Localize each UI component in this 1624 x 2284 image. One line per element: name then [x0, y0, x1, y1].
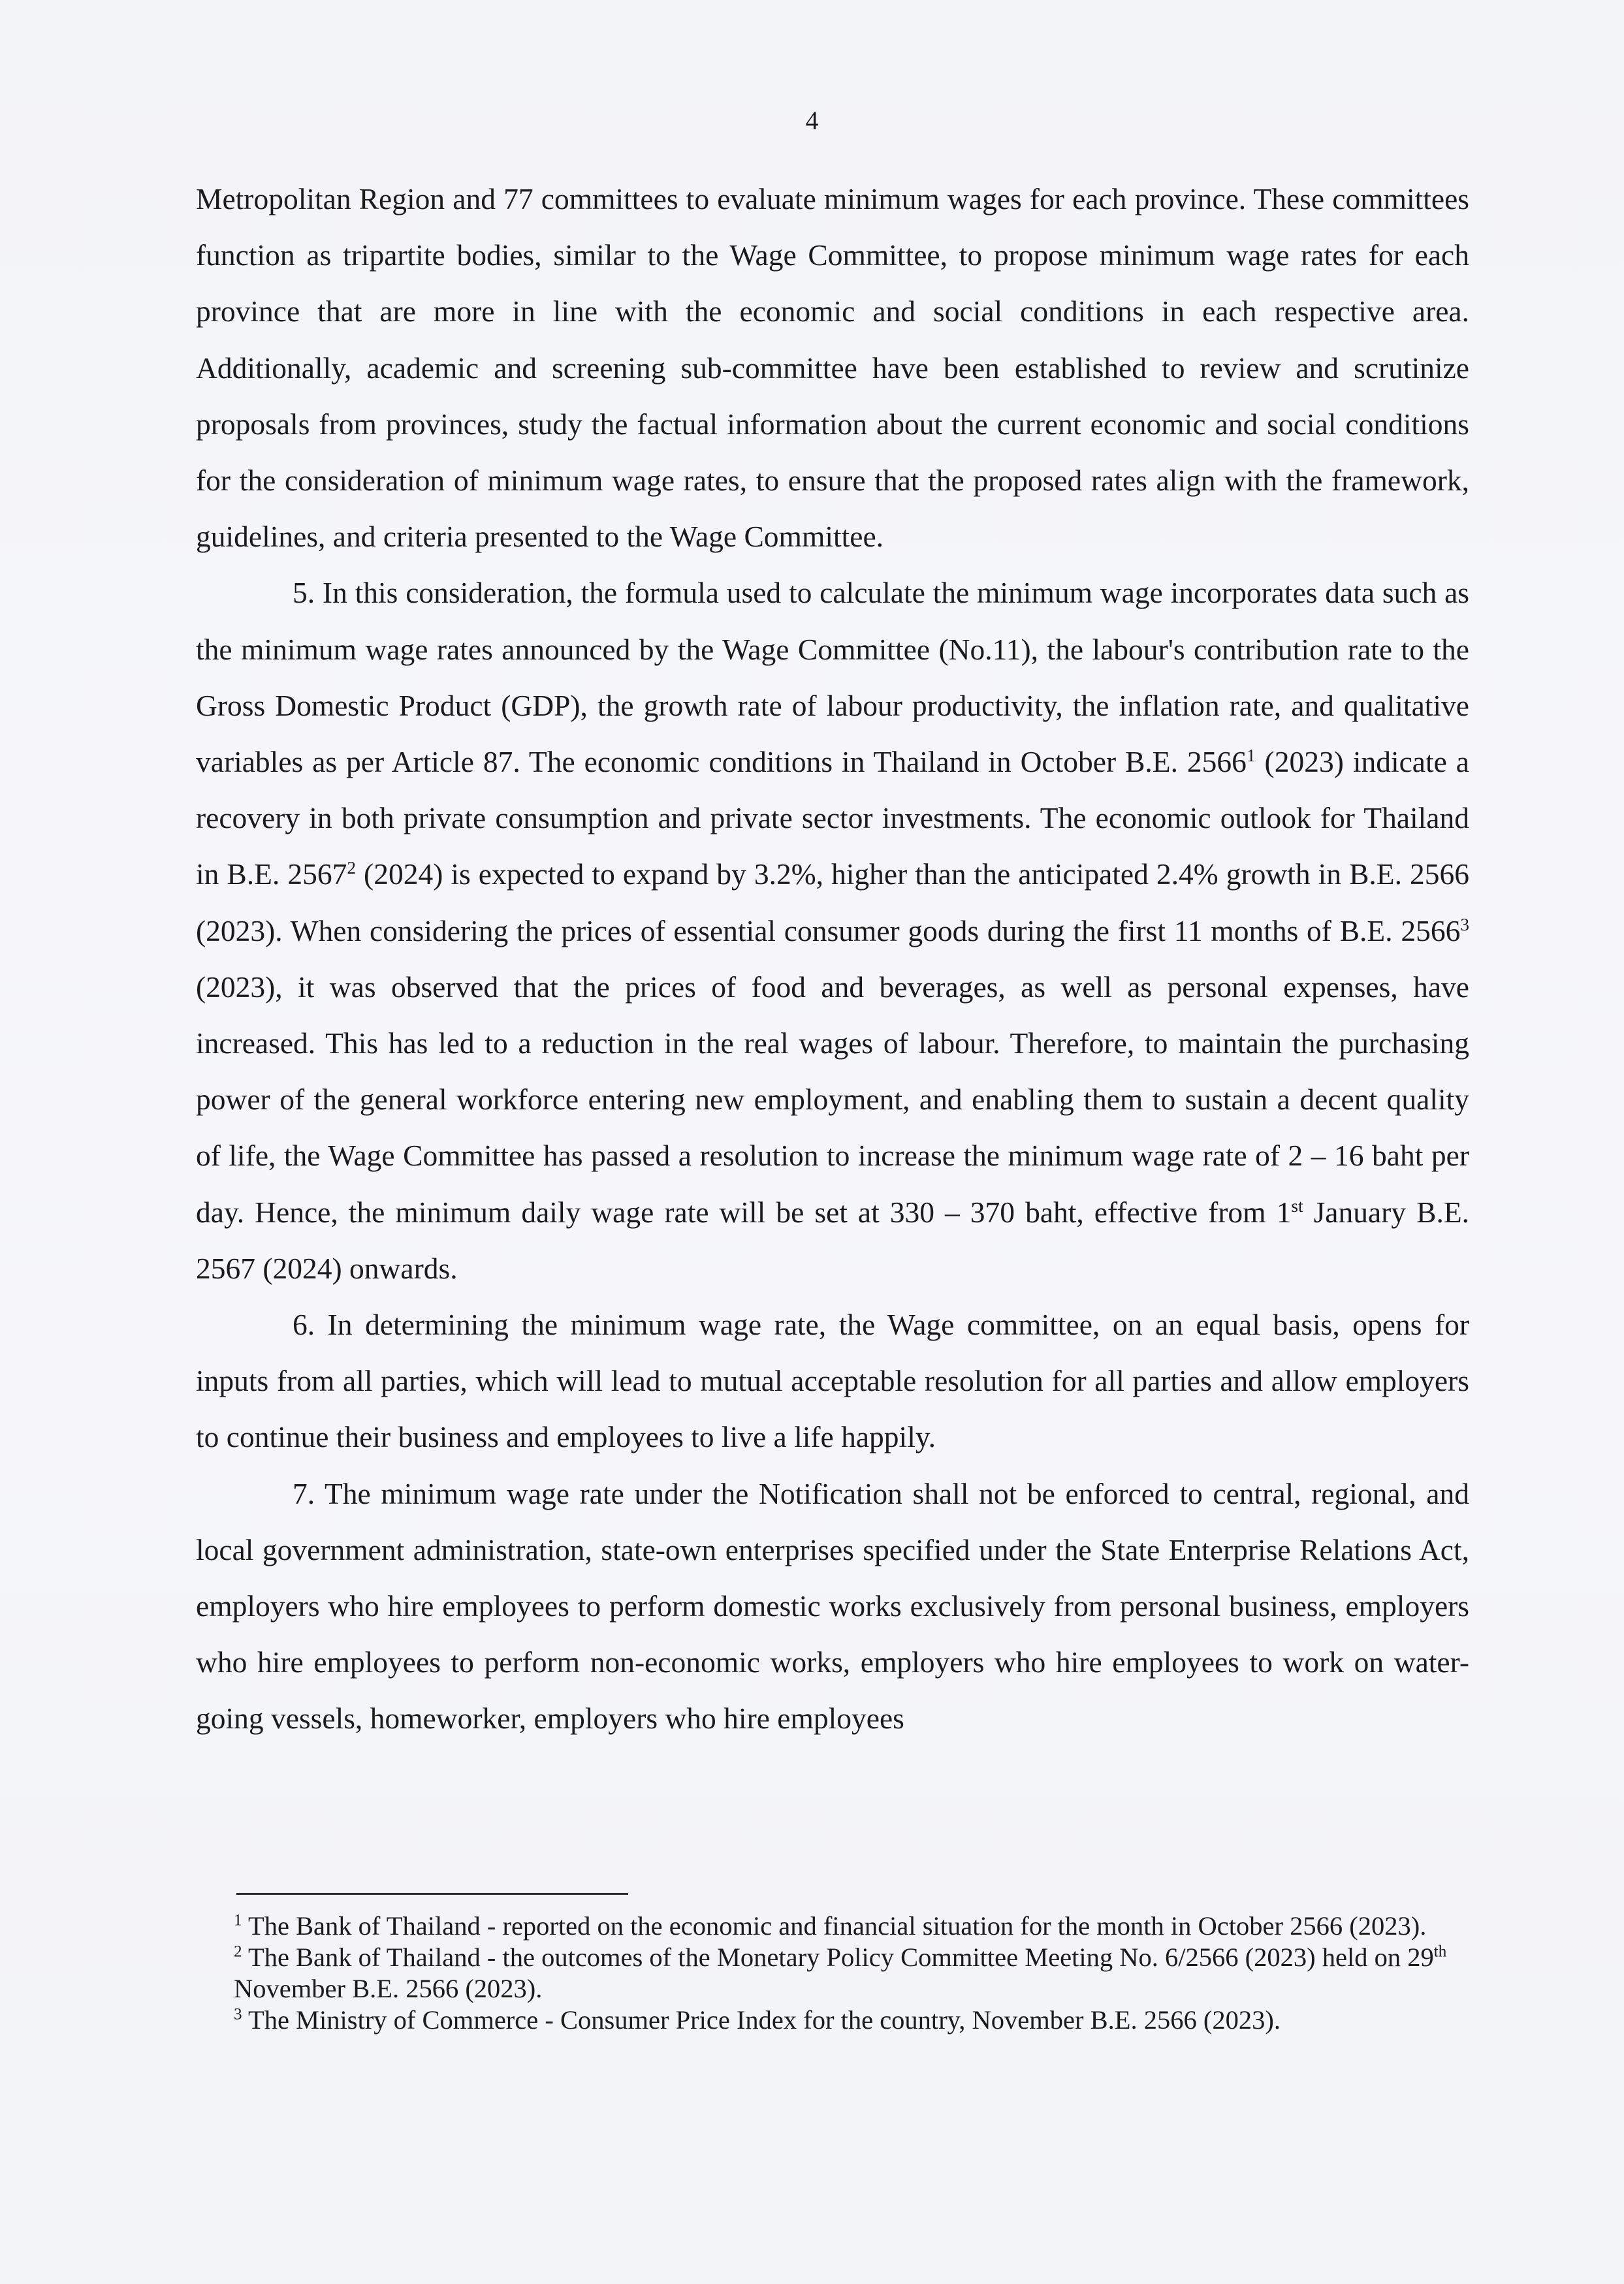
footnote-divider — [236, 1893, 628, 1895]
footnote-marker-3: 3 — [234, 2005, 242, 2023]
footnote-3-text: The Ministry of Commerce - Consumer Price Index for the country, November B.E. 2566 (2023). — [242, 2005, 1281, 2035]
footnotes — [234, 1911, 1474, 2036]
ordinal-suffix: st — [1291, 1196, 1303, 1216]
page-number: 4 — [805, 106, 819, 135]
footnote-3 — [234, 2005, 1474, 2036]
footnote-ref-1: 1 — [1246, 745, 1256, 765]
footnote-2 — [234, 1942, 1474, 2005]
footnote-2-text-after: November B.E. 2566 (2023). — [234, 1974, 543, 2003]
footnote-marker-1: 1 — [234, 1911, 242, 1929]
footnote-1 — [234, 1911, 1474, 1942]
body-text — [196, 171, 1469, 1747]
paragraph-6: 6. In determining the minimum wage rate, the Wage committee, on an equal basis, opens for inputs from all parties, which will lead to mutual acceptable resolution for all parties and allow employers to continue their business and employees to live a life happily. — [196, 1308, 1469, 1454]
paragraph-5 — [196, 565, 1469, 1297]
paragraph-5-text-2: (2023) indicate a recovery in both private consumption and private sector investments. The economic outlook for Thailand in B.E. 2567 — [196, 745, 1469, 891]
footnote-1-text: The Bank of Thailand - reported on the economic and financial situation for the month in October 2566 (2023). — [242, 1911, 1427, 1941]
paragraph-5-text-1: 5. In this consideration, the formula used to calculate the minimum wage incorporates data such as the minimum wage rates announced by the Wage Committee (No.11), the labour's contribution rate to the Gross Domestic Product (GDP), the growth rate of labour productivity, the inflation rate, and qualitative variables as per Article 87. The economic conditions in Thailand in October B.E. 2566 — [196, 576, 1469, 779]
footnote-marker-2: 2 — [234, 1943, 242, 1961]
paragraph-7: 7. The minimum wage rate under the Notification shall not be enforced to central, regional, and local government administration, state-own enterprises specified under the State Enterprise Relations Act, employers who hire employees to perform domestic works exclusively from personal business, employers who hire employees to perform non-economic works, employers who hire employees to work on water-going vessels, homeworker, employers who hire employees — [196, 1476, 1469, 1736]
footnote-ref-3: 3 — [1460, 914, 1469, 934]
paragraph-5-text-5: January B.E. 2567 (2024) onwards. — [196, 1195, 1469, 1285]
footnote-ref-2: 2 — [347, 858, 357, 878]
paragraph-5-text-3: (2024) is expected to expand by 3.2%, higher than the anticipated 2.4% growth in B.E. 2566 (2023). When considering the prices of essential consumer goods during the first 11 months of B.E. 2566 — [196, 857, 1469, 947]
footnote-2-ordinal: th — [1433, 1943, 1447, 1961]
paragraph-continuation: Metropolitan Region and 77 committees to evaluate minimum wages for each province. These committees function as tripartite bodies, similar to the Wage Committee, to propose minimum wage rates for each province that are more in line with the economic and social conditions in each respective area. Additionally, academic and screening sub-committee have been established to review and scrutinize proposals from provinces, study the factual information about the current economic and social conditions for the consideration of minimum wage rates, to ensure that the proposed rates align with the framework, guidelines, and criteria presented to the Wage Committee. — [196, 182, 1469, 554]
footnote-2-text: The Bank of Thailand - the outcomes of the Monetary Policy Committee Meeting No. 6/2566 (2023) held on 29 — [242, 1943, 1434, 1972]
paragraph-5-text-4: (2023), it was observed that the prices of food and beverages, as well as personal expenses, have increased. This has led to a reduction in the real wages of labour. Therefore, to maintain the purchasing power of the general workforce entering new employment, and enabling them to sustain a decent quality of life, the Wage Committee has passed a resolution to increase the minimum wage rate of 2 – 16 baht per day. Hence, the minimum daily wage rate will be set at 330 – 370 baht, effective from 1 — [196, 970, 1469, 1229]
